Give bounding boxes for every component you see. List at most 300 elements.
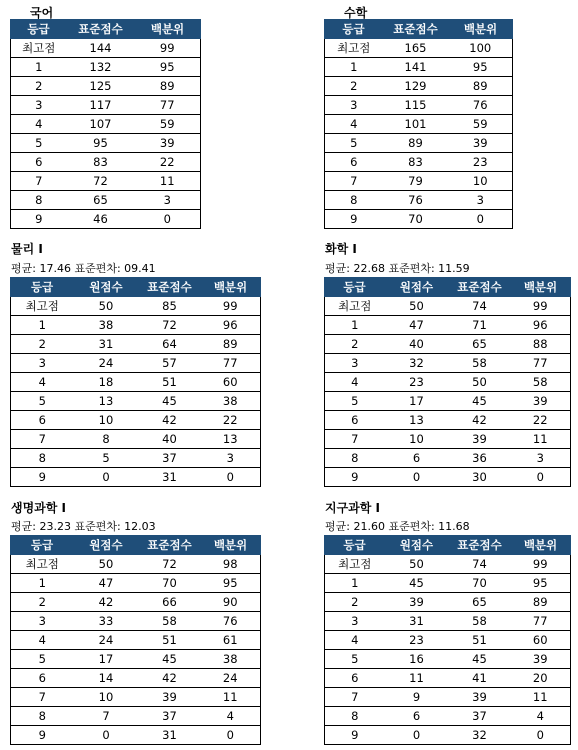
biology-table-cell: 72 [139, 555, 201, 574]
math-table-cell: 59 [449, 115, 513, 134]
math-column-header: 표준점수 [383, 20, 449, 39]
korean-table-row [11, 153, 201, 172]
physics-table-cell: 6 [11, 411, 74, 430]
physics-table-cell: 3 [201, 449, 261, 468]
korean-column-header: 백분위 [135, 20, 201, 39]
biology-table-cell: 47 [74, 574, 139, 593]
korean-table-cell: 83 [67, 153, 135, 172]
physics-table [10, 277, 261, 487]
biology-table-cell: 38 [201, 650, 261, 669]
physics-table-row [11, 316, 261, 335]
korean-table-cell: 95 [135, 58, 201, 77]
physics-table-row [11, 335, 261, 354]
earth-science-table-cell: 20 [511, 669, 571, 688]
physics-table-cell: 18 [74, 373, 139, 392]
physics-table-cell: 31 [74, 335, 139, 354]
physics-table-cell: 24 [74, 354, 139, 373]
math-table-cell: 79 [383, 172, 449, 191]
physics-table-cell: 0 [201, 468, 261, 487]
math-table-cell: 100 [449, 39, 513, 58]
korean-table-cell: 11 [135, 172, 201, 191]
physics-table-cell: 64 [139, 335, 201, 354]
earth-science-table-cell: 0 [385, 726, 449, 745]
biology-table-row [11, 631, 261, 650]
earth-science-table-row [325, 574, 571, 593]
korean-title: 국어 [30, 6, 54, 20]
biology-column-header: 원점수 [74, 536, 139, 555]
earth-science-title: 지구과학 I [325, 501, 381, 515]
biology-table-cell: 61 [201, 631, 261, 650]
math-table-cell: 6 [325, 153, 383, 172]
biology-table-cell: 66 [139, 593, 201, 612]
math-table-cell: 2 [325, 77, 383, 96]
earth-science-table-row [325, 650, 571, 669]
chemistry-table-row [325, 411, 571, 430]
earth-science-table-row [325, 707, 571, 726]
chemistry-table-cell: 4 [325, 373, 385, 392]
chemistry-table-cell: 9 [325, 468, 385, 487]
physics-column-header: 등급 [11, 278, 74, 297]
earth-science-table-row [325, 631, 571, 650]
earth-science-table-cell: 45 [385, 574, 449, 593]
earth-science-table-cell: 6 [325, 669, 385, 688]
chemistry-table-cell: 10 [385, 430, 449, 449]
chemistry-table-cell: 50 [385, 297, 449, 316]
chemistry-table-cell: 17 [385, 392, 449, 411]
math-column-header: 등급 [325, 20, 383, 39]
earth-science-table-cell: 65 [449, 593, 511, 612]
earth-science-table-cell: 11 [385, 669, 449, 688]
earth-science-table-cell: 5 [325, 650, 385, 669]
chemistry-table-cell: 40 [385, 335, 449, 354]
physics-table-cell: 최고점 [11, 297, 74, 316]
korean-table-cell: 107 [67, 115, 135, 134]
korean-table-row [11, 134, 201, 153]
korean-table-cell: 1 [11, 58, 67, 77]
biology-table-row [11, 593, 261, 612]
earth-science-table-row [325, 593, 571, 612]
physics-table-cell: 4 [11, 373, 74, 392]
chemistry-table-cell: 39 [511, 392, 571, 411]
physics-table-cell: 13 [74, 392, 139, 411]
chemistry-table-cell: 50 [449, 373, 511, 392]
korean-table-row [11, 96, 201, 115]
korean-table-cell: 89 [135, 77, 201, 96]
physics-header-row [11, 278, 261, 297]
earth-science-table-cell: 32 [449, 726, 511, 745]
earth-science-column-header: 등급 [325, 536, 385, 555]
biology-table-cell: 90 [201, 593, 261, 612]
biology-table-row [11, 650, 261, 669]
earth-science-column-header: 표준점수 [449, 536, 511, 555]
korean-table-row [11, 77, 201, 96]
biology-table-cell: 0 [74, 726, 139, 745]
biology-column-header: 등급 [11, 536, 74, 555]
biology-table-cell: 39 [139, 688, 201, 707]
earth-science-table-cell: 0 [511, 726, 571, 745]
earth-science-column-header: 백분위 [511, 536, 571, 555]
chemistry-table-cell: 11 [511, 430, 571, 449]
earth-science-table-cell: 51 [449, 631, 511, 650]
biology-table [10, 535, 261, 745]
biology-table-cell: 4 [201, 707, 261, 726]
biology-title: 생명과학 I [11, 501, 67, 515]
earth-science-table-cell: 9 [385, 688, 449, 707]
earth-science-table-cell: 1 [325, 574, 385, 593]
earth-science-table-cell: 39 [385, 593, 449, 612]
earth-science-table-cell: 77 [511, 612, 571, 631]
biology-table-cell: 최고점 [11, 555, 74, 574]
korean-table-cell: 6 [11, 153, 67, 172]
physics-table-cell: 72 [139, 316, 201, 335]
earth-science-table-cell: 2 [325, 593, 385, 612]
math-table-cell: 95 [449, 58, 513, 77]
korean-table-cell: 125 [67, 77, 135, 96]
math-table-cell: 76 [383, 191, 449, 210]
chemistry-table-cell: 32 [385, 354, 449, 373]
biology-table-row [11, 688, 261, 707]
physics-table-cell: 99 [201, 297, 261, 316]
korean-table-cell: 99 [135, 39, 201, 58]
biology-table-cell: 7 [11, 688, 74, 707]
math-table-row [325, 96, 513, 115]
physics-table-cell: 89 [201, 335, 261, 354]
physics-table-cell: 96 [201, 316, 261, 335]
chemistry-table-cell: 0 [511, 468, 571, 487]
korean-table-row [11, 115, 201, 134]
physics-table-row [11, 373, 261, 392]
biology-table-cell: 14 [74, 669, 139, 688]
korean-table-row [11, 172, 201, 191]
physics-table-cell: 5 [11, 392, 74, 411]
earth-science-table-cell: 11 [511, 688, 571, 707]
earth-science-table-cell: 23 [385, 631, 449, 650]
earth-science-table-cell: 4 [511, 707, 571, 726]
biology-table-cell: 42 [74, 593, 139, 612]
biology-header-row [11, 536, 261, 555]
physics-table-cell: 50 [74, 297, 139, 316]
math-table-row [325, 58, 513, 77]
chemistry-table-cell: 42 [449, 411, 511, 430]
math-table-row [325, 153, 513, 172]
korean-table-cell: 77 [135, 96, 201, 115]
korean-table-row [11, 210, 201, 229]
chemistry-column-header: 등급 [325, 278, 385, 297]
korean-table-row [11, 191, 201, 210]
math-table-cell: 10 [449, 172, 513, 191]
math-table-cell: 3 [449, 191, 513, 210]
physics-column-header: 원점수 [74, 278, 139, 297]
math-table-row [325, 77, 513, 96]
earth-science-table-row [325, 688, 571, 707]
math-table-row [325, 191, 513, 210]
biology-table-row [11, 555, 261, 574]
biology-column-header: 표준점수 [139, 536, 201, 555]
biology-table-cell: 2 [11, 593, 74, 612]
chemistry-table-row [325, 468, 571, 487]
math-table-cell: 89 [449, 77, 513, 96]
chemistry-column-header: 백분위 [511, 278, 571, 297]
earth-science-table-cell: 37 [449, 707, 511, 726]
physics-table-cell: 13 [201, 430, 261, 449]
physics-table-row [11, 392, 261, 411]
math-table-row [325, 39, 513, 58]
biology-table-cell: 45 [139, 650, 201, 669]
math-table-row [325, 115, 513, 134]
chemistry-table-cell: 96 [511, 316, 571, 335]
korean-table-cell: 72 [67, 172, 135, 191]
biology-table-cell: 4 [11, 631, 74, 650]
math-table-cell: 8 [325, 191, 383, 210]
physics-column-header: 표준점수 [139, 278, 201, 297]
biology-table-cell: 6 [11, 669, 74, 688]
earth-science-table-cell: 최고점 [325, 555, 385, 574]
physics-title: 물리 I [11, 242, 43, 256]
korean-table-row [11, 39, 201, 58]
korean-column-header: 표준점수 [67, 20, 135, 39]
chemistry-table-cell: 3 [325, 354, 385, 373]
earth-science-stats: 평균: 21.60 표준편차: 11.68 [325, 520, 470, 533]
chemistry-table-cell: 8 [325, 449, 385, 468]
korean-table-cell: 최고점 [11, 39, 67, 58]
earth-science-table [324, 535, 571, 745]
biology-stats: 평균: 23.23 표준편차: 12.03 [11, 520, 156, 533]
chemistry-table-cell: 22 [511, 411, 571, 430]
biology-table-cell: 24 [201, 669, 261, 688]
chemistry-table-cell: 77 [511, 354, 571, 373]
biology-table-cell: 70 [139, 574, 201, 593]
chemistry-table-cell: 13 [385, 411, 449, 430]
physics-table-cell: 38 [74, 316, 139, 335]
biology-table-cell: 0 [201, 726, 261, 745]
korean-table-cell: 95 [67, 134, 135, 153]
physics-table-cell: 22 [201, 411, 261, 430]
earth-science-table-cell: 58 [449, 612, 511, 631]
korean-table-cell: 3 [11, 96, 67, 115]
physics-table-cell: 7 [11, 430, 74, 449]
physics-table-cell: 1 [11, 316, 74, 335]
biology-table-cell: 42 [139, 669, 201, 688]
chemistry-table-cell: 71 [449, 316, 511, 335]
biology-table-row [11, 707, 261, 726]
math-table-cell: 76 [449, 96, 513, 115]
chemistry-table-cell: 58 [449, 354, 511, 373]
korean-table-cell: 39 [135, 134, 201, 153]
chemistry-table-cell: 36 [449, 449, 511, 468]
biology-table-row [11, 669, 261, 688]
physics-table-row [11, 430, 261, 449]
physics-table-cell: 8 [11, 449, 74, 468]
korean-table-cell: 22 [135, 153, 201, 172]
physics-table-cell: 8 [74, 430, 139, 449]
biology-table-cell: 5 [11, 650, 74, 669]
chemistry-table-row [325, 392, 571, 411]
korean-table-cell: 7 [11, 172, 67, 191]
earth-science-table-cell: 7 [325, 688, 385, 707]
chemistry-table-row [325, 449, 571, 468]
math-table [324, 19, 513, 229]
chemistry-table-row [325, 430, 571, 449]
korean-table [10, 19, 201, 229]
korean-table-cell: 117 [67, 96, 135, 115]
chemistry-table-cell: 74 [449, 297, 511, 316]
earth-science-table-cell: 4 [325, 631, 385, 650]
math-table-cell: 4 [325, 115, 383, 134]
earth-science-table-cell: 39 [449, 688, 511, 707]
earth-science-table-row [325, 555, 571, 574]
biology-table-cell: 76 [201, 612, 261, 631]
korean-table-cell: 0 [135, 210, 201, 229]
math-table-cell: 1 [325, 58, 383, 77]
physics-table-cell: 42 [139, 411, 201, 430]
math-title: 수학 [344, 6, 368, 20]
korean-table-cell: 5 [11, 134, 67, 153]
math-table-row [325, 210, 513, 229]
biology-table-cell: 3 [11, 612, 74, 631]
earth-science-table-cell: 31 [385, 612, 449, 631]
chemistry-table-cell: 99 [511, 297, 571, 316]
chemistry-table-cell: 30 [449, 468, 511, 487]
physics-table-row [11, 297, 261, 316]
earth-science-table-cell: 89 [511, 593, 571, 612]
earth-science-table-cell: 99 [511, 555, 571, 574]
korean-table-cell: 132 [67, 58, 135, 77]
chemistry-title: 화학 I [325, 242, 357, 256]
korean-table-cell: 8 [11, 191, 67, 210]
chemistry-table-cell: 45 [449, 392, 511, 411]
physics-stats: 평균: 17.46 표준편차: 09.41 [11, 262, 156, 275]
chemistry-column-header: 표준점수 [449, 278, 511, 297]
math-table-row [325, 134, 513, 153]
korean-table-row [11, 58, 201, 77]
earth-science-table-cell: 95 [511, 574, 571, 593]
physics-table-cell: 85 [139, 297, 201, 316]
chemistry-table-cell: 65 [449, 335, 511, 354]
chemistry-table-cell: 최고점 [325, 297, 385, 316]
biology-table-cell: 1 [11, 574, 74, 593]
math-table-cell: 83 [383, 153, 449, 172]
biology-table-cell: 7 [74, 707, 139, 726]
biology-table-cell: 9 [11, 726, 74, 745]
chemistry-table-row [325, 297, 571, 316]
biology-table-cell: 24 [74, 631, 139, 650]
biology-table-cell: 37 [139, 707, 201, 726]
biology-table-row [11, 574, 261, 593]
physics-table-row [11, 354, 261, 373]
physics-table-cell: 0 [74, 468, 139, 487]
biology-table-row [11, 612, 261, 631]
chemistry-table-row [325, 373, 571, 392]
earth-science-table-cell: 6 [385, 707, 449, 726]
chemistry-table-cell: 2 [325, 335, 385, 354]
earth-science-table-cell: 74 [449, 555, 511, 574]
earth-science-table-cell: 60 [511, 631, 571, 650]
korean-table-cell: 59 [135, 115, 201, 134]
physics-table-cell: 40 [139, 430, 201, 449]
physics-table-cell: 10 [74, 411, 139, 430]
math-table-cell: 165 [383, 39, 449, 58]
chemistry-stats: 평균: 22.68 표준편차: 11.59 [325, 262, 470, 275]
biology-table-cell: 8 [11, 707, 74, 726]
korean-header-row [11, 20, 201, 39]
physics-table-row [11, 411, 261, 430]
biology-table-cell: 11 [201, 688, 261, 707]
korean-table-cell: 4 [11, 115, 67, 134]
math-table-cell: 39 [449, 134, 513, 153]
korean-table-cell: 46 [67, 210, 135, 229]
physics-table-cell: 2 [11, 335, 74, 354]
biology-table-cell: 17 [74, 650, 139, 669]
math-table-cell: 141 [383, 58, 449, 77]
chemistry-table-row [325, 354, 571, 373]
chemistry-table [324, 277, 571, 487]
math-table-cell: 101 [383, 115, 449, 134]
korean-table-cell: 2 [11, 77, 67, 96]
math-table-cell: 115 [383, 96, 449, 115]
biology-column-header: 백분위 [201, 536, 261, 555]
biology-table-cell: 50 [74, 555, 139, 574]
chemistry-table-cell: 0 [385, 468, 449, 487]
chemistry-table-cell: 39 [449, 430, 511, 449]
math-table-cell: 5 [325, 134, 383, 153]
chemistry-table-row [325, 335, 571, 354]
physics-table-cell: 38 [201, 392, 261, 411]
physics-table-cell: 77 [201, 354, 261, 373]
math-table-cell: 23 [449, 153, 513, 172]
math-table-cell: 129 [383, 77, 449, 96]
chemistry-table-row [325, 316, 571, 335]
biology-table-row [11, 726, 261, 745]
chemistry-table-cell: 6 [385, 449, 449, 468]
chemistry-table-cell: 1 [325, 316, 385, 335]
chemistry-table-cell: 6 [325, 411, 385, 430]
korean-table-cell: 144 [67, 39, 135, 58]
earth-science-table-cell: 3 [325, 612, 385, 631]
math-table-row [325, 172, 513, 191]
earth-science-table-row [325, 669, 571, 688]
chemistry-table-cell: 7 [325, 430, 385, 449]
chemistry-table-cell: 47 [385, 316, 449, 335]
earth-science-table-cell: 8 [325, 707, 385, 726]
biology-table-cell: 31 [139, 726, 201, 745]
earth-science-column-header: 원점수 [385, 536, 449, 555]
biology-table-cell: 58 [139, 612, 201, 631]
chemistry-table-cell: 23 [385, 373, 449, 392]
earth-science-table-cell: 45 [449, 650, 511, 669]
math-table-cell: 3 [325, 96, 383, 115]
earth-science-table-row [325, 612, 571, 631]
earth-science-table-row [325, 726, 571, 745]
math-table-cell: 0 [449, 210, 513, 229]
physics-table-cell: 60 [201, 373, 261, 392]
earth-science-header-row [325, 536, 571, 555]
chemistry-table-cell: 5 [325, 392, 385, 411]
math-table-cell: 7 [325, 172, 383, 191]
physics-table-cell: 37 [139, 449, 201, 468]
earth-science-table-cell: 70 [449, 574, 511, 593]
physics-table-cell: 57 [139, 354, 201, 373]
chemistry-table-cell: 3 [511, 449, 571, 468]
physics-table-cell: 45 [139, 392, 201, 411]
chemistry-table-cell: 88 [511, 335, 571, 354]
earth-science-table-cell: 16 [385, 650, 449, 669]
math-table-cell: 최고점 [325, 39, 383, 58]
math-column-header: 백분위 [449, 20, 513, 39]
biology-table-cell: 51 [139, 631, 201, 650]
physics-table-row [11, 468, 261, 487]
earth-science-table-cell: 41 [449, 669, 511, 688]
physics-table-cell: 3 [11, 354, 74, 373]
